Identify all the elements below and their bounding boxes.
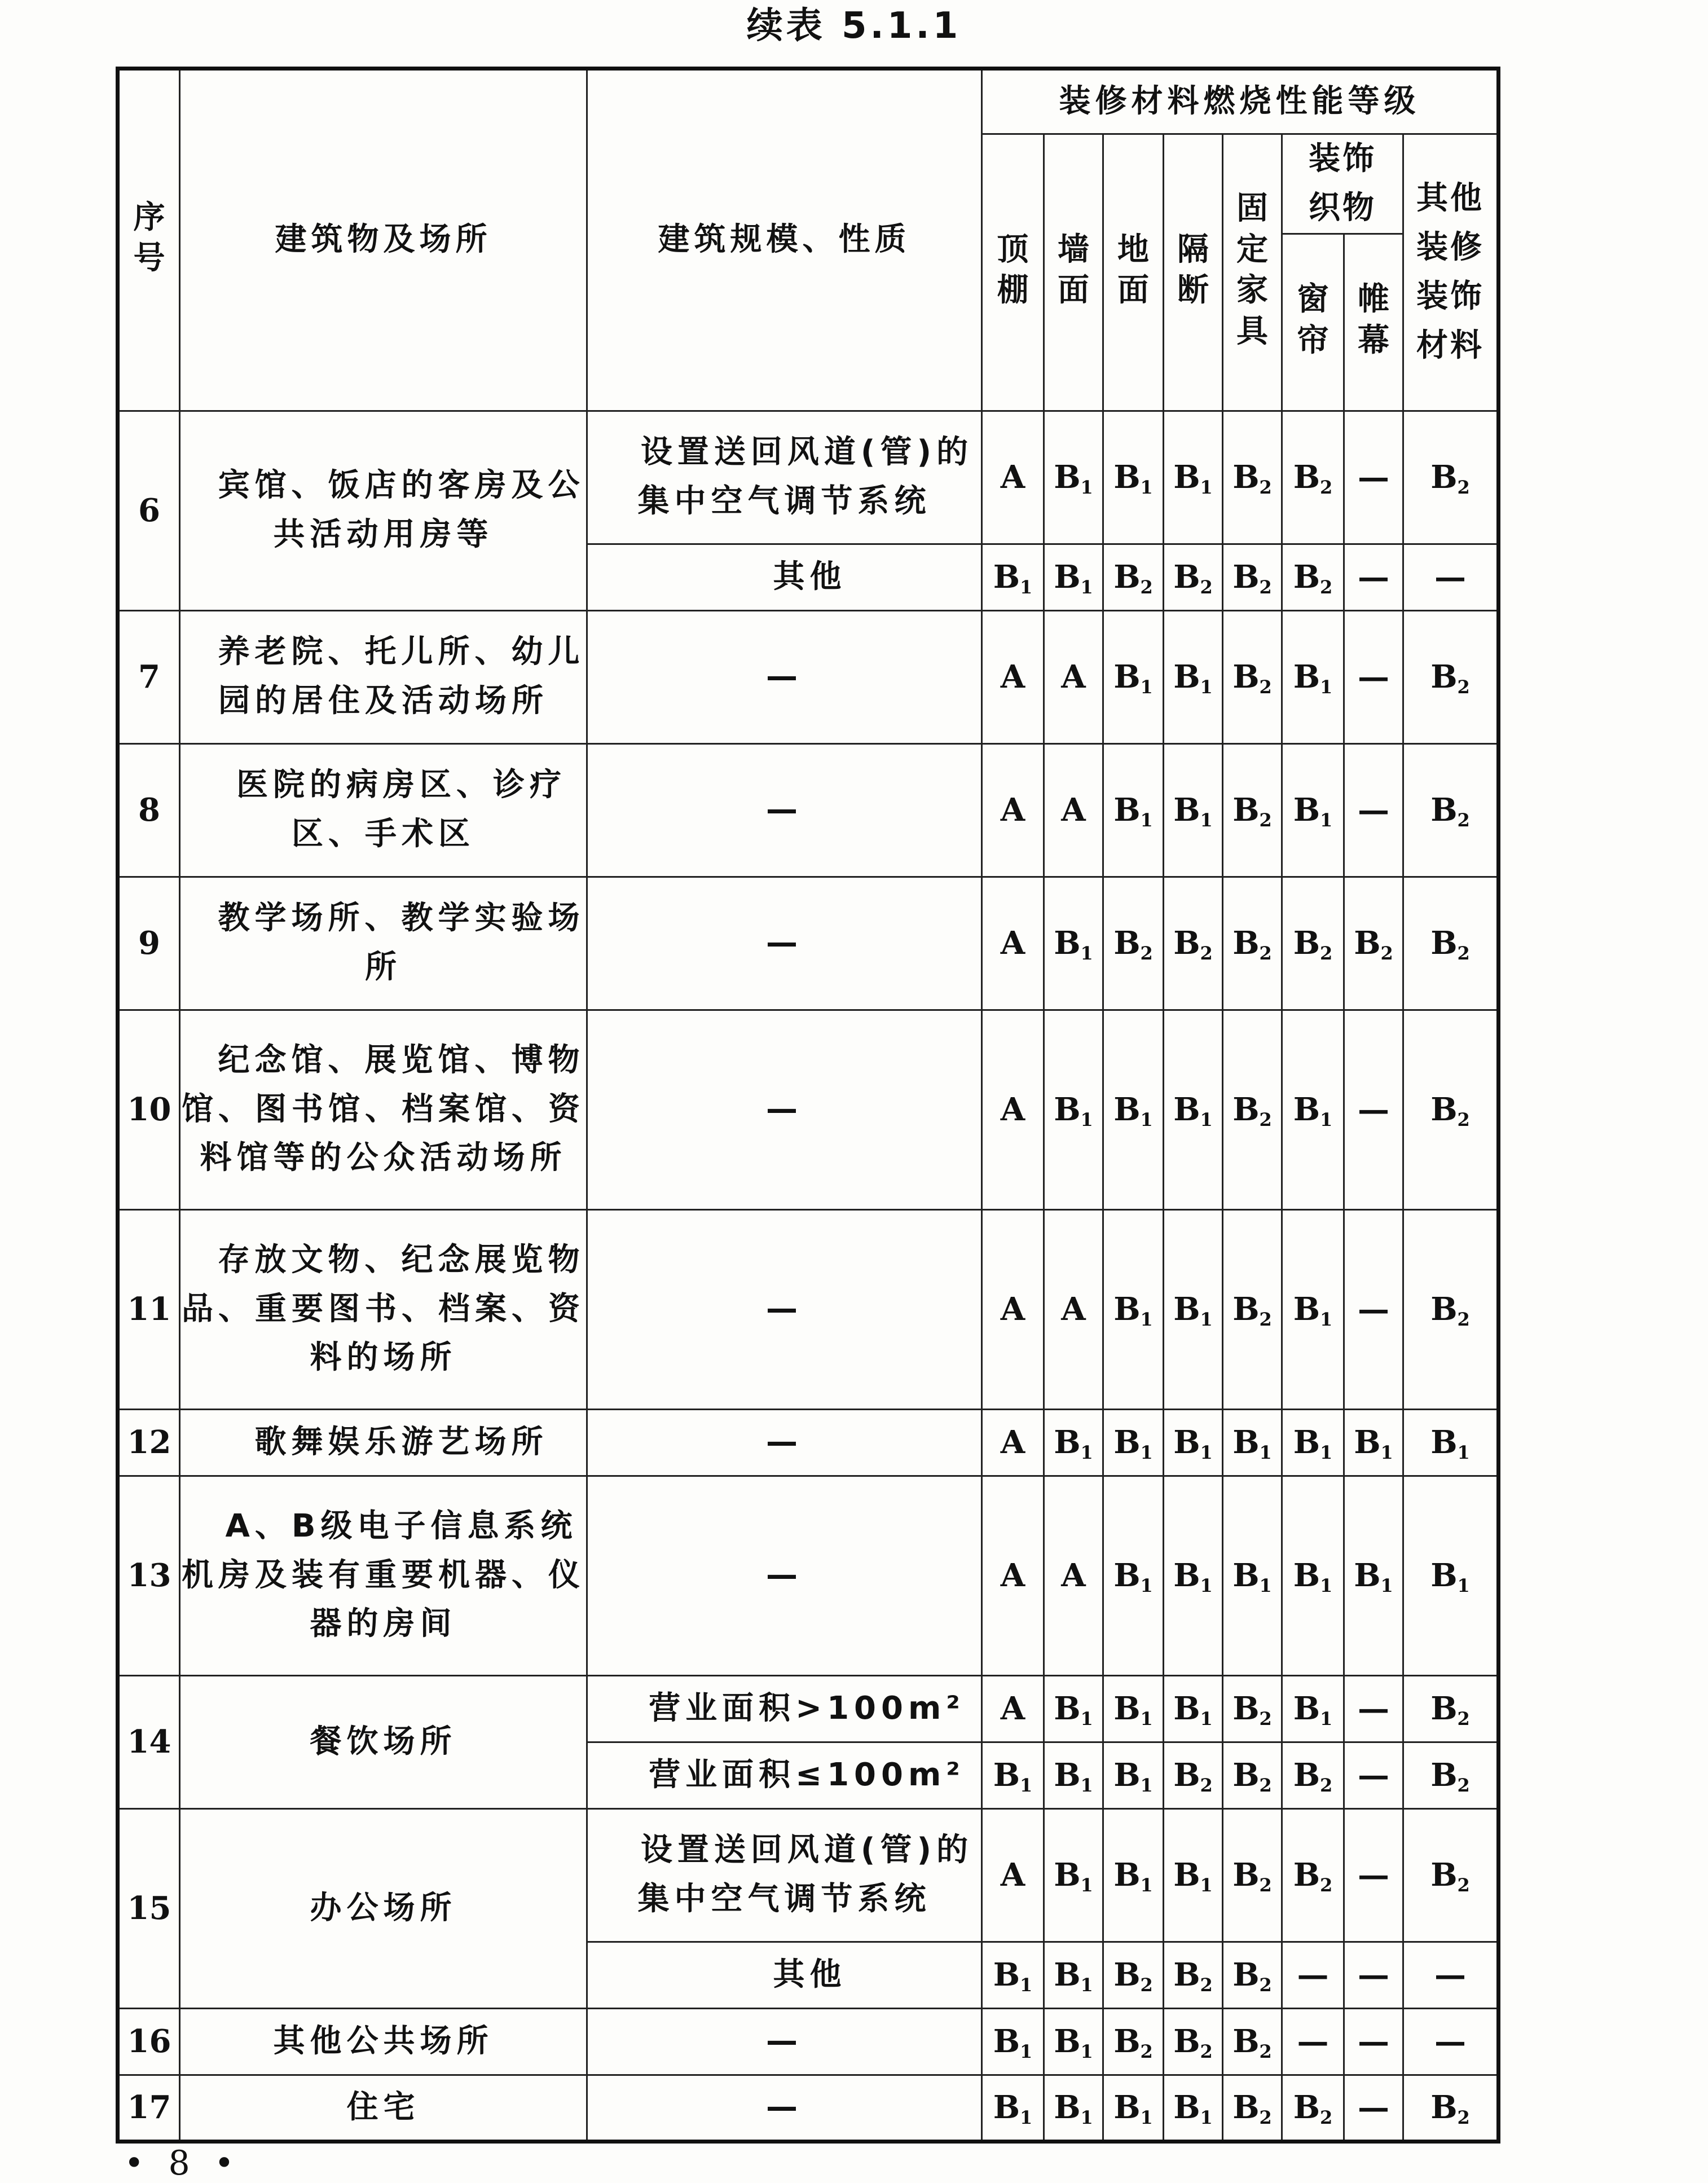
row-seq: 15 xyxy=(118,1808,180,2008)
row-place: 办公场所 xyxy=(180,1808,587,2008)
grade-cell xyxy=(1403,743,1499,877)
table-row xyxy=(118,1675,1499,1742)
row-place: 宾馆、饭店的客房及公共活动用房等 xyxy=(180,411,587,610)
grade-value: $B_1$ xyxy=(993,2088,1033,2128)
grade-cell xyxy=(1282,743,1344,877)
grade-value: $B_1$ xyxy=(993,558,1033,598)
grade-value: $B_1$ xyxy=(1054,1856,1093,1896)
grade-value: $B_1$ xyxy=(1054,558,1093,598)
row-scale: 营业面积≤100m² xyxy=(587,1742,982,1808)
grade-cell xyxy=(1403,1476,1499,1675)
grade-value: $B_1$ xyxy=(1293,791,1333,831)
row-seq: 13 xyxy=(118,1476,180,1675)
row-scale: 营业面积>100m² xyxy=(587,1675,982,1742)
grade-value: $B_2$ xyxy=(1113,924,1153,964)
grade-value: $B_1$ xyxy=(1054,1090,1093,1130)
row-seq: 6 xyxy=(118,411,180,610)
grade-value: $B_2$ xyxy=(1173,1756,1213,1796)
grade-cell xyxy=(1044,1010,1103,1209)
grade-value: $B_2$ xyxy=(1430,658,1470,698)
grade-value: $B_2$ xyxy=(1113,558,1153,598)
grade-value: $B_1$ xyxy=(1054,1689,1093,1729)
grade-cell xyxy=(1103,2075,1164,2141)
grade-cell xyxy=(1282,1209,1344,1409)
grade-value: $B_2$ xyxy=(1232,558,1272,598)
grade-cell xyxy=(1282,1742,1344,1808)
grade-value: $B_2$ xyxy=(1430,1689,1470,1729)
row-place: 其他公共场所 xyxy=(180,2008,587,2075)
grade-cell xyxy=(1403,877,1499,1010)
row-scale: — xyxy=(587,610,982,743)
grade-value: $B_1$ xyxy=(1113,1090,1153,1130)
grade-value: $B_2$ xyxy=(1293,2088,1333,2128)
grade-cell xyxy=(1282,610,1344,743)
grade-value: $B_2$ xyxy=(1354,924,1393,964)
grade-value: $B_2$ xyxy=(1430,924,1470,964)
header-drape: 帷幕 xyxy=(1344,234,1403,411)
grade-cell xyxy=(1164,1409,1223,1476)
header-scale: 建筑规模、性质 xyxy=(587,69,982,411)
grade-value: $B_1$ xyxy=(1054,1423,1093,1463)
grade-cell xyxy=(1164,2075,1223,2141)
grade-value: $B_2$ xyxy=(1173,558,1213,598)
grade-cell: — xyxy=(1344,411,1403,544)
grade-value: $B_1$ xyxy=(1354,1423,1393,1463)
table-row xyxy=(118,1409,1499,1476)
grade-cell xyxy=(1403,1808,1499,1942)
row-seq: 10 xyxy=(118,1010,180,1209)
grade-value: $B_1$ xyxy=(1113,2088,1153,2128)
grade-cell xyxy=(1282,1675,1344,1742)
grade-cell: — xyxy=(1344,1675,1403,1742)
grade-value: $B_2$ xyxy=(1430,2088,1470,2128)
row-place: A、B级电子信息系统机房及装有重要机器、仪器的房间 xyxy=(180,1476,587,1675)
row-seq: 17 xyxy=(118,2075,180,2141)
grade-value: $B_1$ xyxy=(1113,1556,1153,1596)
grade-cell xyxy=(1103,1675,1164,1742)
grade-value: $B_1$ xyxy=(1173,1689,1213,1729)
grade-cell xyxy=(1223,1010,1282,1209)
table-title: 续表 5.1.1 xyxy=(746,5,962,47)
grade-cell: A xyxy=(982,1476,1044,1675)
table-row xyxy=(118,1010,1499,1209)
grade-cell xyxy=(1044,1409,1103,1476)
row-seq: 11 xyxy=(118,1209,180,1409)
grade-value: $B_2$ xyxy=(1430,458,1470,498)
grade-value: $B_2$ xyxy=(1232,458,1272,498)
grade-value: $B_1$ xyxy=(1293,1423,1333,1463)
grade-cell xyxy=(1164,2008,1223,2075)
grade-cell xyxy=(1223,1409,1282,1476)
grade-cell xyxy=(1103,877,1164,1010)
grade-cell xyxy=(1103,610,1164,743)
header-partition: 隔断 xyxy=(1164,134,1223,411)
row-scale: — xyxy=(587,2008,982,2075)
grade-value: $B_1$ xyxy=(1173,658,1213,698)
row-place: 教学场所、教学实验场所 xyxy=(180,877,587,1010)
grade-cell: A xyxy=(982,411,1044,544)
grade-cell xyxy=(1103,1942,1164,2008)
grade-cell: — xyxy=(1344,1942,1403,2008)
grade-value: $B_2$ xyxy=(1293,458,1333,498)
grade-cell xyxy=(1403,1409,1499,1476)
row-seq: 8 xyxy=(118,743,180,877)
grade-cell xyxy=(1223,1675,1282,1742)
grade-cell xyxy=(1044,544,1103,610)
grade-cell xyxy=(1223,2008,1282,2075)
grade-cell xyxy=(1044,1742,1103,1808)
grade-cell: — xyxy=(1344,544,1403,610)
grade-cell xyxy=(1103,1010,1164,1209)
grade-cell: A xyxy=(982,1209,1044,1409)
grade-value: $B_2$ xyxy=(1232,1856,1272,1896)
table-row xyxy=(118,2008,1499,2075)
row-scale: — xyxy=(587,1010,982,1209)
grade-value: $B_1$ xyxy=(1232,1556,1272,1596)
grade-cell xyxy=(1103,1476,1164,1675)
grade-cell xyxy=(1103,411,1164,544)
grade-value: $B_1$ xyxy=(1173,2088,1213,2128)
table-row xyxy=(118,610,1499,743)
grade-value: $B_1$ xyxy=(1430,1556,1470,1596)
grade-value: $B_1$ xyxy=(1054,1956,1093,1996)
row-scale: — xyxy=(587,1209,982,1409)
grade-value: $B_1$ xyxy=(1113,791,1153,831)
grade-cell xyxy=(1223,1742,1282,1808)
grade-value: $B_1$ xyxy=(1173,791,1213,831)
grade-cell: — xyxy=(1282,1942,1344,2008)
grade-cell xyxy=(1223,1808,1282,1942)
grade-cell xyxy=(1103,2008,1164,2075)
grade-value: $B_1$ xyxy=(1113,658,1153,698)
header-place: 建筑物及场所 xyxy=(180,69,587,411)
grade-cell xyxy=(1164,544,1223,610)
grade-cell: A xyxy=(982,610,1044,743)
grade-cell xyxy=(1223,743,1282,877)
grade-value: $B_2$ xyxy=(1232,2088,1272,2128)
grade-cell xyxy=(1044,2008,1103,2075)
grade-value: $B_2$ xyxy=(1293,924,1333,964)
grade-cell xyxy=(1044,1942,1103,2008)
row-scale: 设置送回风道(管)的集中空气调节系统 xyxy=(587,1808,982,1942)
row-seq: 12 xyxy=(118,1409,180,1476)
grade-value: $B_1$ xyxy=(1173,1090,1213,1130)
grade-cell xyxy=(982,2008,1044,2075)
grade-cell xyxy=(1403,411,1499,544)
grade-cell xyxy=(982,1942,1044,2008)
row-place: 养老院、托儿所、幼儿园的居住及活动场所 xyxy=(180,610,587,743)
header-floor: 地面 xyxy=(1103,134,1164,411)
grade-cell: A xyxy=(982,743,1044,877)
grade-cell xyxy=(1282,1476,1344,1675)
grade-cell xyxy=(1403,1209,1499,1409)
row-place: 歌舞娱乐游艺场所 xyxy=(180,1409,587,1476)
row-seq: 9 xyxy=(118,877,180,1010)
grade-cell xyxy=(1223,877,1282,1010)
table-row xyxy=(118,1476,1499,1675)
grade-value: $B_2$ xyxy=(1173,2022,1213,2062)
grade-value: $B_1$ xyxy=(1054,2088,1093,2128)
grade-value: $B_1$ xyxy=(993,1756,1033,1796)
grade-cell xyxy=(1223,411,1282,544)
grade-cell xyxy=(1044,411,1103,544)
grade-cell xyxy=(1044,877,1103,1010)
grade-cell: — xyxy=(1344,2008,1403,2075)
header-seq: 序号 xyxy=(118,69,180,411)
table-row xyxy=(118,2075,1499,2141)
row-seq: 16 xyxy=(118,2008,180,2075)
grade-cell xyxy=(1282,411,1344,544)
grade-value: $B_2$ xyxy=(1232,924,1272,964)
grade-cell: A xyxy=(1044,610,1103,743)
row-scale: 设置送回风道(管)的集中空气调节系统 xyxy=(587,411,982,544)
fire-rating-table xyxy=(116,67,1500,2144)
grade-value: $B_2$ xyxy=(1430,791,1470,831)
grade-value: $B_1$ xyxy=(1173,1856,1213,1896)
grade-value: $B_1$ xyxy=(993,2022,1033,2062)
grade-value: $B_2$ xyxy=(1232,1290,1272,1330)
grade-cell xyxy=(982,1742,1044,1808)
grade-value: $B_2$ xyxy=(1173,924,1213,964)
grade-cell: A xyxy=(982,1409,1044,1476)
grade-cell xyxy=(1164,1942,1223,2008)
grade-value: $B_2$ xyxy=(1293,558,1333,598)
grade-value: $B_1$ xyxy=(1113,1423,1153,1463)
grade-cell xyxy=(1403,1742,1499,1808)
grade-value: $B_2$ xyxy=(1430,1290,1470,1330)
header-furniture: 固定家具 xyxy=(1223,134,1282,411)
grade-cell xyxy=(1344,1476,1403,1675)
header-rating-group: 装修材料燃烧性能等级 xyxy=(982,69,1499,134)
grade-value: $B_1$ xyxy=(1293,1290,1333,1330)
grade-cell xyxy=(1164,1675,1223,1742)
grade-cell xyxy=(1164,610,1223,743)
grade-cell xyxy=(1344,877,1403,1010)
grade-cell xyxy=(1164,1808,1223,1942)
grade-cell: A xyxy=(1044,743,1103,877)
grade-cell xyxy=(1103,1209,1164,1409)
grade-value: $B_1$ xyxy=(1113,1756,1153,1796)
grade-cell xyxy=(1403,1675,1499,1742)
page-number: • 8 • xyxy=(124,2144,241,2183)
grade-cell: — xyxy=(1344,610,1403,743)
grade-value: $B_2$ xyxy=(1113,1956,1153,1996)
grade-value: $B_2$ xyxy=(1232,1689,1272,1729)
grade-value: $B_1$ xyxy=(1054,2022,1093,2062)
grade-cell xyxy=(1223,1209,1282,1409)
grade-cell xyxy=(1403,2075,1499,2141)
row-seq: 14 xyxy=(118,1675,180,1808)
row-scale: — xyxy=(587,2075,982,2141)
grade-value: $B_1$ xyxy=(1173,1290,1213,1330)
header-curtain: 窗帘 xyxy=(1282,234,1344,411)
grade-value: $B_2$ xyxy=(1232,1756,1272,1796)
grade-cell xyxy=(982,2075,1044,2141)
grade-cell xyxy=(1044,2075,1103,2141)
grade-cell: A xyxy=(1044,1476,1103,1675)
grade-value: $B_1$ xyxy=(1113,1689,1153,1729)
grade-value: $B_1$ xyxy=(1113,458,1153,498)
header-fabric: 装饰织物 xyxy=(1282,134,1403,234)
grade-value: $B_2$ xyxy=(1173,1956,1213,1996)
grade-cell xyxy=(1282,877,1344,1010)
grade-cell xyxy=(1223,1476,1282,1675)
grade-value: $B_1$ xyxy=(1430,1423,1470,1463)
grade-cell: — xyxy=(1344,1808,1403,1942)
row-scale: 其他 xyxy=(587,544,982,610)
grade-value: $B_1$ xyxy=(1054,924,1093,964)
grade-value: $B_2$ xyxy=(1232,2022,1272,2062)
table-row xyxy=(118,1808,1499,1942)
grade-value: $B_1$ xyxy=(1232,1423,1272,1463)
grade-cell xyxy=(1164,743,1223,877)
grade-cell xyxy=(1164,877,1223,1010)
grade-cell xyxy=(1044,1808,1103,1942)
table-row xyxy=(118,411,1499,544)
row-place: 住宅 xyxy=(180,2075,587,2141)
grade-cell xyxy=(1103,1409,1164,1476)
grade-cell: — xyxy=(1403,2008,1499,2075)
grade-cell xyxy=(1164,1209,1223,1409)
grade-value: $B_1$ xyxy=(1293,1090,1333,1130)
grade-value: $B_1$ xyxy=(1113,1856,1153,1896)
grade-cell: — xyxy=(1344,1209,1403,1409)
grade-cell: A xyxy=(982,1675,1044,1742)
grade-cell xyxy=(1223,544,1282,610)
grade-value: $B_2$ xyxy=(1113,2022,1153,2062)
grade-value: $B_1$ xyxy=(1293,1556,1333,1596)
grade-value: $B_2$ xyxy=(1430,1756,1470,1796)
grade-cell xyxy=(1164,1742,1223,1808)
grade-value: $B_2$ xyxy=(1232,1956,1272,1996)
grade-value: $B_1$ xyxy=(1054,1756,1093,1796)
grade-cell xyxy=(1282,1409,1344,1476)
row-scale: — xyxy=(587,743,982,877)
grade-cell xyxy=(1103,544,1164,610)
grade-cell xyxy=(1103,1742,1164,1808)
grade-cell xyxy=(1223,2075,1282,2141)
grade-value: $B_1$ xyxy=(1354,1556,1393,1596)
grade-value: $B_1$ xyxy=(1293,658,1333,698)
grade-cell xyxy=(1164,1476,1223,1675)
grade-value: $B_1$ xyxy=(1173,1423,1213,1463)
grade-value: $B_1$ xyxy=(1054,458,1093,498)
grade-cell: — xyxy=(1403,1942,1499,2008)
grade-value: $B_1$ xyxy=(1293,1689,1333,1729)
row-place: 医院的病房区、诊疗区、手术区 xyxy=(180,743,587,877)
grade-value: $B_1$ xyxy=(993,1956,1033,1996)
grade-cell: A xyxy=(982,877,1044,1010)
grade-value: $B_1$ xyxy=(1173,1556,1213,1596)
row-scale: — xyxy=(587,877,982,1010)
grade-cell xyxy=(1344,1409,1403,1476)
row-place: 餐饮场所 xyxy=(180,1675,587,1808)
header-ceiling: 顶棚 xyxy=(982,134,1044,411)
grade-value: $B_2$ xyxy=(1430,1090,1470,1130)
header-other: 其他装修装饰材料 xyxy=(1403,134,1499,411)
row-scale: — xyxy=(587,1409,982,1476)
grade-cell xyxy=(1103,1808,1164,1942)
grade-value: $B_2$ xyxy=(1232,1090,1272,1130)
grade-cell xyxy=(1282,544,1344,610)
grade-cell: A xyxy=(982,1010,1044,1209)
grade-cell xyxy=(1164,1010,1223,1209)
row-place: 纪念馆、展览馆、博物馆、图书馆、档案馆、资料馆等的公众活动场所 xyxy=(180,1010,587,1209)
grade-cell: A xyxy=(1044,1209,1103,1409)
table-row xyxy=(118,1209,1499,1409)
grade-cell xyxy=(1223,610,1282,743)
grade-value: $B_1$ xyxy=(1173,458,1213,498)
row-scale: 其他 xyxy=(587,1942,982,2008)
grade-cell xyxy=(1282,1808,1344,1942)
header-wall: 墙面 xyxy=(1044,134,1103,411)
grade-cell: — xyxy=(1403,544,1499,610)
row-scale: — xyxy=(587,1476,982,1675)
grade-value: $B_2$ xyxy=(1232,658,1272,698)
grade-value: $B_1$ xyxy=(1113,1290,1153,1330)
grade-cell: — xyxy=(1344,1010,1403,1209)
grade-value: $B_2$ xyxy=(1293,1856,1333,1896)
row-place: 存放文物、纪念展览物品、重要图书、档案、资料的场所 xyxy=(180,1209,587,1409)
grade-cell: — xyxy=(1344,1742,1403,1808)
grade-cell: — xyxy=(1282,2008,1344,2075)
grade-cell xyxy=(1223,1942,1282,2008)
grade-cell xyxy=(1282,2075,1344,2141)
grade-value: $B_2$ xyxy=(1293,1756,1333,1796)
grade-value: $B_2$ xyxy=(1232,791,1272,831)
grade-cell xyxy=(1103,743,1164,877)
grade-cell xyxy=(1044,1675,1103,1742)
grade-cell: A xyxy=(982,1808,1044,1942)
grade-cell xyxy=(1403,1010,1499,1209)
grade-cell xyxy=(1164,411,1223,544)
table-row xyxy=(118,877,1499,1010)
grade-cell: — xyxy=(1344,743,1403,877)
row-seq: 7 xyxy=(118,610,180,743)
table-row xyxy=(118,743,1499,877)
grade-cell xyxy=(1403,610,1499,743)
table-body xyxy=(118,69,1499,2142)
grade-value: $B_2$ xyxy=(1430,1856,1470,1896)
grade-cell: — xyxy=(1344,2075,1403,2141)
grade-cell xyxy=(982,544,1044,610)
grade-cell xyxy=(1282,1010,1344,1209)
